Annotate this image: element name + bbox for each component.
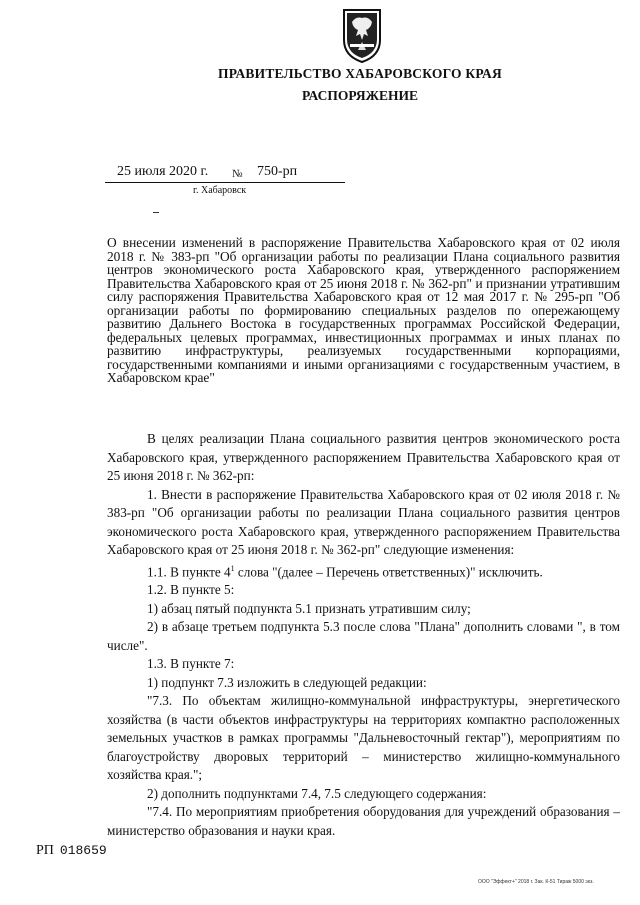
paragraph-text: 1.1. В пункте 4	[147, 563, 231, 579]
paragraph: В целях реализации Плана социального развития центров экономического роста Хабаровского края, утвержденного распоряжением Правительства Хабаровского края от 25 июня 2018 г. № 362-рп:	[107, 431, 620, 483]
paragraph: 1. Внести в распоряжение Правительства Хабаровского края от 02 июля 2018 г. № 383-рп "Об организации работы по реализации Плана социального развития центров экономического роста Хабаровского края, утвержденного распоряжением Правительства Хабаровского края от 25 июня 2018 г. № 362-рп" следующие изменения:	[107, 486, 620, 557]
paragraph: "7.4. По мероприятиям приобретения оборудования для учреждений образования – министерство образования и науки края.	[107, 804, 620, 838]
government-title: ПРАВИТЕЛЬСТВО ХАБАРОВСКОГО КРАЯ	[218, 66, 502, 81]
paragraph: 2) дополнить подпунктами 7.4, 7.5 следующего содержания:	[147, 785, 487, 801]
date-number-line	[105, 166, 345, 183]
paragraph: 1.3. В пункте 7:	[147, 656, 235, 672]
number-sign: №	[232, 168, 243, 180]
paragraph: 2) в абзаце третьем подпункта 5.3 после слова "Плана" дополнить словами ", в том числе".	[107, 619, 620, 653]
paragraph: 1.2. В пункте 5:	[147, 582, 235, 598]
document-kind: РАСПОРЯЖЕНИЕ	[301, 88, 419, 103]
document-number: 750-рп	[257, 164, 298, 179]
city: г. Хабаровск	[193, 185, 247, 196]
document-subject: О внесении изменений в распоряжение Правительства Хабаровского края от 02 июля 2018 г. № 383-рп "Об организации работы по реализации Плана социального развития центров экономического роста Хабаровского края, утвержденного распоряжением Правительства Хабаровского края от 25 июня 2018 г. № 362-рп" и признании утратившим силу распоряжения Правительства Хабаровского края от 12 мая 2017 г. № 295-рп "Об организации работы по формированию специальных разделов по опережающему развитию Дальнего Востока в государственных программах Российской Федерации, федеральных целевых программах, инвестиционных программах и иных планах по развитию инфраструктуры, реализуемых государственными корпорациями, государственными компаниями и иными организациями с государственным участием, в Хабаровском крае"	[107, 235, 620, 385]
serial-digits: 018659	[59, 843, 107, 858]
coat-of-arms-icon	[338, 6, 386, 64]
document-date: 25 июля 2020 г.	[117, 164, 209, 179]
paragraph-text: слова "(далее – Перечень ответственных)" исключить.	[234, 563, 543, 579]
serial-prefix: РП	[36, 843, 54, 858]
superscript: 1	[230, 563, 235, 573]
dash-mark	[153, 212, 159, 213]
printer-imprint: ООО "Эффект+" 2018 г. Зак. К-51 Тираж 5000 экз.	[478, 879, 594, 885]
serial-number	[36, 843, 107, 859]
paragraph: "7.3. По объектам жилищно-коммунальной инфраструктуры, энергетического хозяйства (в части объектов инфраструктуры на территориях компактно расположенных земельных участков в рамках программы "Дальневосточный гектар"), мероприятиям по благоустройству дворовых территорий – министерство жилищно-коммунального хозяйства края.";	[107, 693, 620, 783]
paragraph: 1) подпункт 7.3 изложить в следующей редакции:	[147, 674, 427, 690]
paragraph	[107, 560, 620, 582]
paragraph: 1) абзац пятый подпункта 5.1 признать утратившим силу;	[147, 600, 471, 616]
document-body	[107, 430, 620, 840]
